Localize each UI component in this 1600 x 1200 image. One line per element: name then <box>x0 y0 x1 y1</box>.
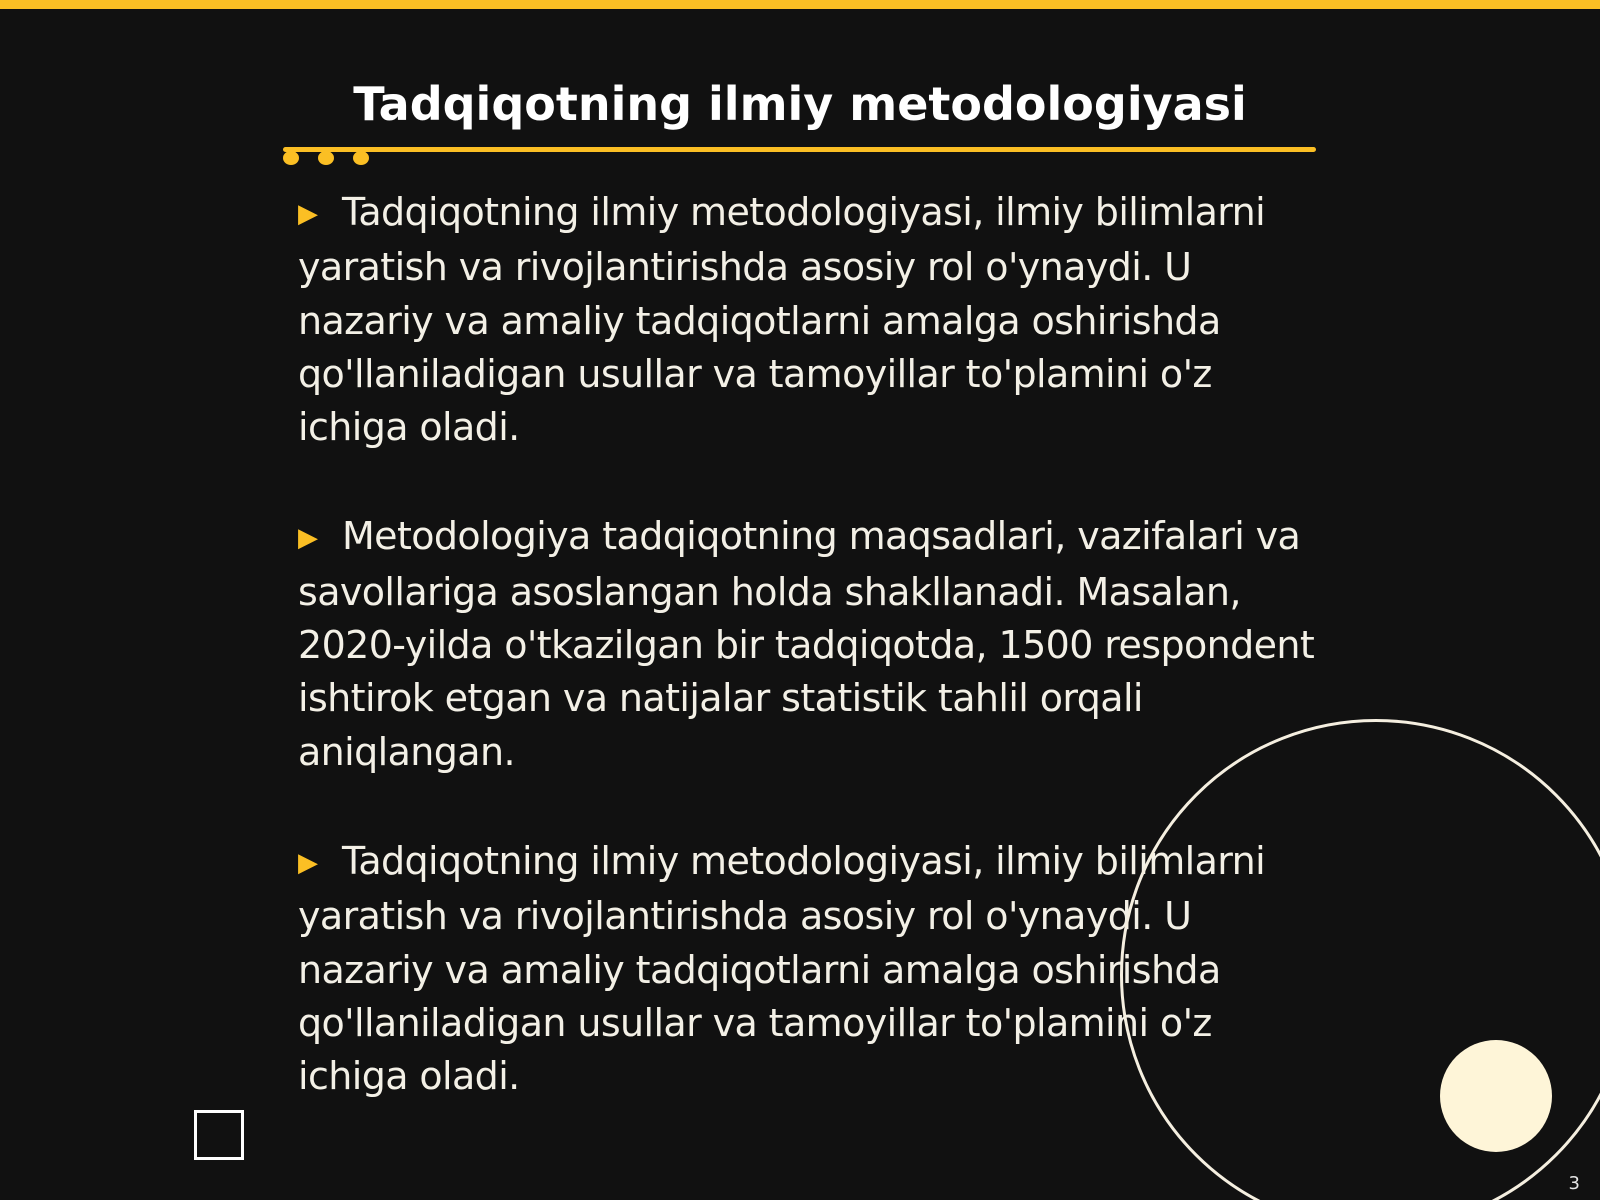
decor-dot-3 <box>353 151 369 165</box>
bullet-text: Tadqiqotning ilmiy metodologiyasi, ilmiy bilimlarni yaratish va rivojlantirishda asosiy rol o'ynaydi. U nazariy va amaliy tadqiqotlarni amalga oshirishda qo'llaniladigan usullar va tamoyillar to'plamini o'z ichiga oladi. <box>298 838 1266 1099</box>
decor-square-outline <box>194 1110 244 1160</box>
bullet-item <box>298 186 1318 454</box>
page-number: 3 <box>1568 1173 1580 1194</box>
decor-circle-filled <box>1440 1040 1552 1152</box>
decor-dot-1 <box>283 151 299 165</box>
top-accent-bar <box>0 0 1600 9</box>
bullet-text: Tadqiqotning ilmiy metodologiyasi, ilmiy bilimlarni yaratish va rivojlantirishda asosiy rol o'ynaydi. U nazariy va amaliy tadqiqotlarni amalga oshirishda qo'llaniladigan usullar va tamoyillar to'plamini o'z ichiga oladi. <box>298 190 1266 450</box>
slide-title: Tadqiqotning ilmiy metodologiyasi <box>353 77 1247 131</box>
decor-dot-2 <box>318 151 334 165</box>
bullet-item <box>298 510 1318 778</box>
title-underline <box>283 147 1316 152</box>
bullet-text: Metodologiya tadqiqotning maqsadlari, vazifalari va savollariga asoslangan holda shakllanadi. Masalan, 2020-yilda o'tkazilgan bir tadqiqotda, 1500 respondent ishtirok etgan va natijalar statistik tahlil orqali aniqlangan. <box>298 514 1315 774</box>
triangle-right-icon: ▶ <box>298 199 318 229</box>
triangle-right-icon: ▶ <box>298 847 318 878</box>
triangle-right-icon: ▶ <box>298 523 318 554</box>
